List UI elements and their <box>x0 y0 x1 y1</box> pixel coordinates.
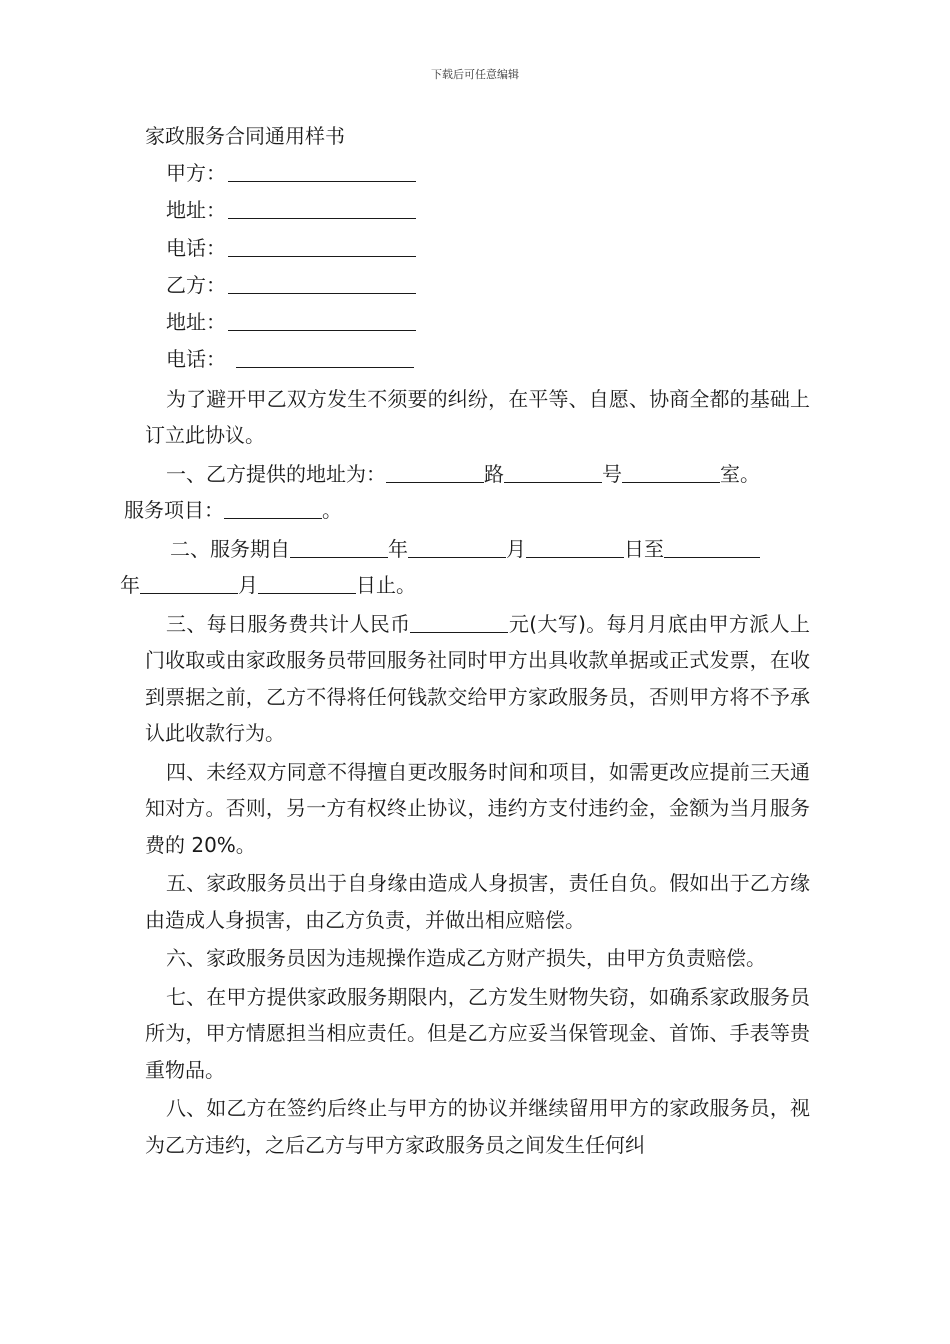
clause-text: 二、服务期自 <box>170 536 290 561</box>
blank-line[interactable] <box>622 460 720 483</box>
clause-6: 六、家政服务员因为违规操作造成乙方财产损失，由甲方负责赔偿。 <box>166 946 766 971</box>
field-label: 地址： <box>166 310 226 335</box>
clause-text: 月 <box>506 536 526 561</box>
party-a-field <box>145 155 810 192</box>
blank-line[interactable] <box>504 460 602 483</box>
clause-text: 号 <box>602 461 622 486</box>
blank-line[interactable] <box>408 535 506 558</box>
clause-7: 七、在甲方提供家政服务期限内，乙方发生财物失窃，如确系家政服务员所为，甲方情愿担当相应责任。但是乙方应妥当保管现金、首饰、手表等贵重物品。 <box>145 984 810 1082</box>
blank-line[interactable] <box>386 460 484 483</box>
contract-document <box>120 118 810 1163</box>
clause-8: 八、如乙方在签约后终止与甲方的协议并继续留用甲方的家政服务员，视为乙方违约，之后乙方与甲方家政服务员之间发生任何纠 <box>145 1096 810 1157</box>
blank-line[interactable] <box>140 571 238 594</box>
field-label: 地址： <box>166 198 226 223</box>
blank-line[interactable] <box>228 306 416 331</box>
field-label: 乙方： <box>166 272 226 297</box>
clause-4: 四、未经双方同意不得擅自更改服务时间和项目，如需更改应提前三天通知对方。否则，另一方有权终止协议，违约方支付违约金，金额为当月服务费的 20%。 <box>145 759 810 857</box>
clause-text: 路 <box>484 461 504 486</box>
clause-text: 三、每日服务费共计人民币 <box>166 611 411 636</box>
clause-text: 元(大写)。每月月底由甲方派人上门收取或由家政服务员带回服务社同时甲方出具收款单据或正式发票，在收到票据之前，乙方不得将任何钱款交给甲方家政服务员，否则甲方将不予承认此收款行为。 <box>145 611 810 746</box>
clause-1 <box>124 454 810 529</box>
clause-text: 年 <box>120 573 140 598</box>
clause-2 <box>120 529 810 604</box>
field-label: 电话： <box>166 235 226 260</box>
party-a-phone-field <box>145 230 810 267</box>
clause-text: 年 <box>388 536 408 561</box>
blank-line[interactable] <box>228 157 416 182</box>
blank-line[interactable] <box>236 343 414 368</box>
blank-line[interactable] <box>228 269 416 294</box>
clause-text: 室。 <box>720 461 760 486</box>
clause-text: 。 <box>322 498 342 523</box>
document-title: 家政服务合同通用样书 <box>145 124 345 148</box>
blank-line[interactable] <box>258 571 356 594</box>
clause-text: 日至 <box>624 536 664 561</box>
clause-5: 五、家政服务员出于自身缘由造成人身损害，责任自负。假如出于乙方缘由造成人身损害，由乙方负责，并做出相应赔偿。 <box>145 871 810 932</box>
clause-text: 一、乙方提供的地址为： <box>166 461 386 486</box>
clause-text: 日止。 <box>356 573 416 598</box>
blank-line[interactable] <box>224 496 322 519</box>
intro-paragraph: 为了避开甲乙双方发生不须要的纠纷，在平等、自愿、协商全都的基础上订立此协议。 <box>145 386 810 448</box>
party-b-field <box>145 267 810 304</box>
field-label: 电话： <box>166 347 226 372</box>
blank-line[interactable] <box>526 535 624 558</box>
clause-text: 月 <box>238 573 258 598</box>
party-b-address-field <box>145 304 810 341</box>
field-label: 甲方： <box>166 161 226 185</box>
blank-line[interactable] <box>664 535 760 558</box>
blank-line[interactable] <box>290 535 388 558</box>
clause-text: 服务项目： <box>124 498 224 523</box>
party-a-address-field <box>145 192 810 229</box>
blank-line[interactable] <box>228 232 416 257</box>
blank-line[interactable] <box>410 610 508 633</box>
page-header-note: 下载后可任意编辑 <box>431 68 519 81</box>
blank-line[interactable] <box>228 194 416 219</box>
clause-3 <box>145 604 810 752</box>
party-b-phone-field <box>145 341 810 378</box>
